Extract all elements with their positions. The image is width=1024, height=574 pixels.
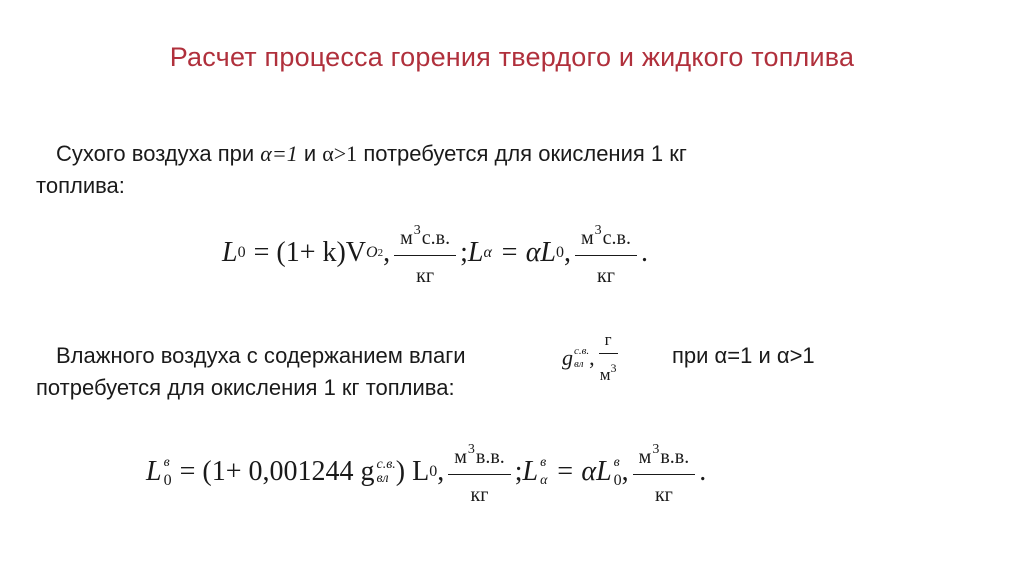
formula1-unit-kg: кг — [416, 265, 435, 287]
formula2-unit-kg: кг — [470, 484, 489, 506]
formula2-unit-fraction-2 — [633, 437, 696, 507]
formula2-semicolon: ; — [514, 456, 523, 487]
formula1-unit-fraction-2 — [575, 218, 637, 288]
para1-alpha-eq: α=1 — [260, 141, 298, 166]
formula1-L-alpha: L — [467, 237, 484, 268]
formula1-unit-exp-2: 3 — [594, 223, 602, 238]
formula2-comma2: , — [621, 456, 629, 487]
formula1-comma: , — [383, 237, 391, 268]
formula2-unit-m: м — [454, 446, 467, 468]
para2-unit-exp: 3 — [610, 361, 617, 375]
para1-alpha-gt: α>1 — [322, 141, 358, 166]
formula2-g-top: с.в. — [376, 457, 396, 472]
formula1-unit-sv-2: с.в. — [602, 227, 631, 249]
formula1-end: . — [641, 237, 648, 268]
para2-g-top: с.в. — [574, 344, 590, 357]
formula2-unit-vv: в.в. — [475, 446, 505, 468]
formula2-sub0b: 0 — [429, 463, 438, 480]
formula2-sup-v: в — [163, 455, 170, 470]
formula2-g-bot: вл — [376, 471, 389, 486]
formula2-close: ) L — [395, 456, 430, 487]
formula1-eq: = (1+ k)V — [253, 237, 367, 268]
para2-unit-m: м — [599, 365, 611, 384]
formula2-unit-vv-2: в.в. — [660, 446, 690, 468]
formula2-unit-fraction — [448, 437, 511, 507]
moisture-content-symbol — [562, 330, 622, 385]
formula1-semicolon: ; — [460, 237, 468, 268]
formula1-sub0: 0 — [237, 244, 246, 261]
formula1-subO: O — [366, 244, 378, 261]
formula1-unit-m: м — [400, 227, 413, 249]
formula1-unit-exp: 3 — [413, 223, 421, 238]
formula1-sub-alpha: α — [483, 244, 492, 261]
paragraph-dry-air — [36, 138, 976, 202]
para1-rest: потребуется для окисления 1 кг — [363, 141, 687, 166]
formula2-L: L — [146, 456, 162, 487]
para2-line2: потребуется для окисления 1 кг топлива: — [36, 375, 455, 400]
paragraph-humid-air — [36, 340, 976, 404]
para1-start: Сухого воздуха при — [56, 141, 255, 166]
slide-title: Расчет процесса горения твердого и жидкого топлива — [169, 42, 855, 72]
formula2-unit-kg-2: кг — [654, 484, 673, 506]
formula2-sub0c: 0 — [613, 472, 622, 489]
formula2-unit-m-2: м — [638, 446, 652, 468]
formula2-end: . — [699, 456, 707, 487]
formula1-unit-fraction — [394, 218, 456, 288]
formula2-sup-v2: в — [540, 455, 547, 470]
para2-unit-g: г — [604, 330, 612, 349]
formula1-eq2: = αL — [499, 237, 557, 268]
formula-humid-air — [146, 430, 706, 514]
formula2-unit-exp: 3 — [467, 442, 475, 457]
formula2-sub0: 0 — [163, 472, 172, 489]
formula2-comma: , — [437, 456, 445, 487]
formula2-sub-alpha: α — [540, 473, 548, 488]
para2-g: g — [562, 344, 573, 370]
para2-comma: , — [589, 344, 595, 370]
para1-and: и — [303, 141, 317, 166]
formula-dry-air — [222, 212, 648, 294]
formula1-unit-sv: с.в. — [421, 227, 451, 249]
formula2-unit-exp-2: 3 — [652, 442, 660, 457]
formula1-comma2: , — [564, 237, 572, 268]
formula2-eq2: = αL — [555, 456, 612, 487]
formula1-L: L — [222, 237, 238, 268]
formula2-L-alpha: L — [522, 456, 539, 487]
para2-g-bot: вл — [574, 357, 584, 370]
para2-start: Влажного воздуха с содержанием влаги — [56, 343, 466, 368]
formula1-unit-kg-2: кг — [597, 265, 615, 287]
formula2-sup-v3: в — [613, 455, 620, 470]
para2-unit-fraction — [599, 330, 618, 385]
formula1-sub2: 2 — [377, 247, 384, 259]
para2-alpha-condition: при α=1 и α>1 — [672, 343, 815, 368]
formula1-sub0b: 0 — [556, 244, 565, 261]
formula2-eq: = (1+ 0,001244 g — [179, 456, 375, 487]
formula1-unit-m-2: м — [581, 227, 594, 249]
para1-line2: топлива: — [36, 173, 125, 198]
